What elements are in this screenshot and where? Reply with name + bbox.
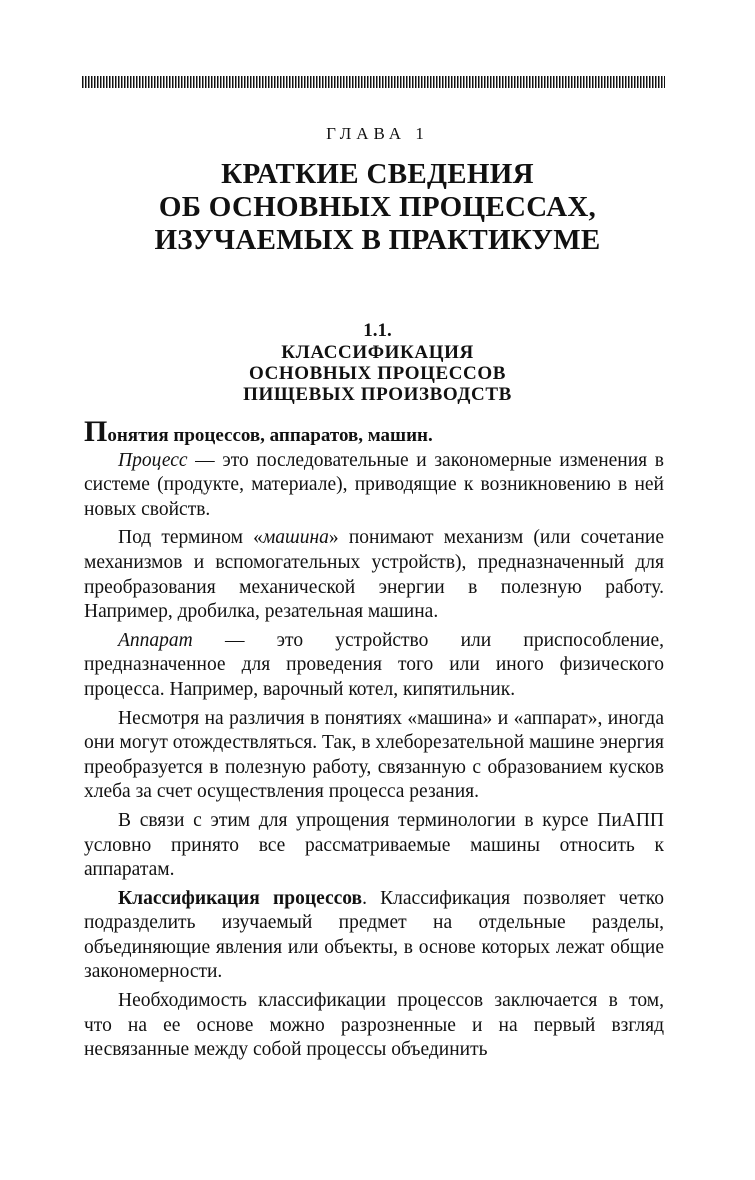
paragraph-text: — это последовательные и закономерные изменения в системе (продукте, материале), приводящие к возникновению в ней новых свойств. <box>84 449 664 520</box>
paragraph-classification <box>84 887 664 985</box>
paragraph-differences: Несмотря на различия в понятиях «машина» и «аппарат», иногда они могут отождествляться. Так, в хлеборезательной машине энергия преобразуется в полезную работу, связанную с образованием кусков хлеба за счет осуществления процесса резания. <box>84 707 664 803</box>
section-title-line: КЛАССИФИКАЦИЯ <box>281 342 474 363</box>
paragraph-intro <box>84 415 664 449</box>
paragraph-machine <box>84 526 664 624</box>
paragraph-necessity: Необходимость классификации процессов заключается в том, что на ее основе можно разрозненные и на первый взгляд несвязанные между собой процессы объединить <box>84 990 664 1061</box>
term-machine: машина <box>262 527 329 549</box>
paragraph-apparatus <box>84 629 664 703</box>
paragraph-process <box>84 449 664 523</box>
header-rule <box>82 76 665 88</box>
paragraph-text: . Классификация позволяет четко подразделить изучаемый предмет на отдельные разделы, объединяющие явления или объекты, в основе которых лежат общие закономерности. <box>84 887 664 983</box>
drop-cap: П <box>84 415 108 448</box>
section-title-line: ОСНОВНЫХ ПРОЦЕССОВ <box>248 363 507 384</box>
term-classification: Классификация процессов <box>118 887 363 909</box>
body-text <box>84 415 664 1063</box>
paragraph-text: — это устройство или приспособление, предназначенное для проведения того или иного физического процесса. Например, варочный котел, кипятильник. <box>84 629 664 700</box>
term-apparatus: Аппарат <box>118 629 193 651</box>
paragraph-text: » понимают механизм (или сочетание механизмов и вспомогательных устройств), предназначенный для преобразования механической энергии в полезную работу. Например, дробилка, резательная машина. <box>84 527 664 623</box>
chapter-title-line: КРАТКИЕ СВЕДЕНИЯ <box>221 158 534 190</box>
chapter-title <box>0 158 755 257</box>
chapter-title-line: ИЗУЧАЕМЫХ В ПРАКТИКУМЕ <box>154 224 601 256</box>
chapter-label: ГЛАВА 1 <box>326 124 429 143</box>
chapter-title-line: ОБ ОСНОВНЫХ ПРОЦЕССАХ, <box>158 191 597 223</box>
paragraph-terminology: В связи с этим для упрощения терминологии в курсе ПиАПП условно принято все рассматриваемые машины относить к аппаратам. <box>84 809 664 881</box>
section-number: 1.1. <box>363 320 392 341</box>
lead-heading: онятия процессов, аппаратов, машин. <box>107 425 433 446</box>
term-process: Процесс <box>118 449 188 471</box>
section-title <box>0 342 755 405</box>
paragraph-text: Под термином « <box>118 527 263 549</box>
section-title-line: ПИЩЕВЫХ ПРОИЗВОДСТВ <box>243 384 512 405</box>
